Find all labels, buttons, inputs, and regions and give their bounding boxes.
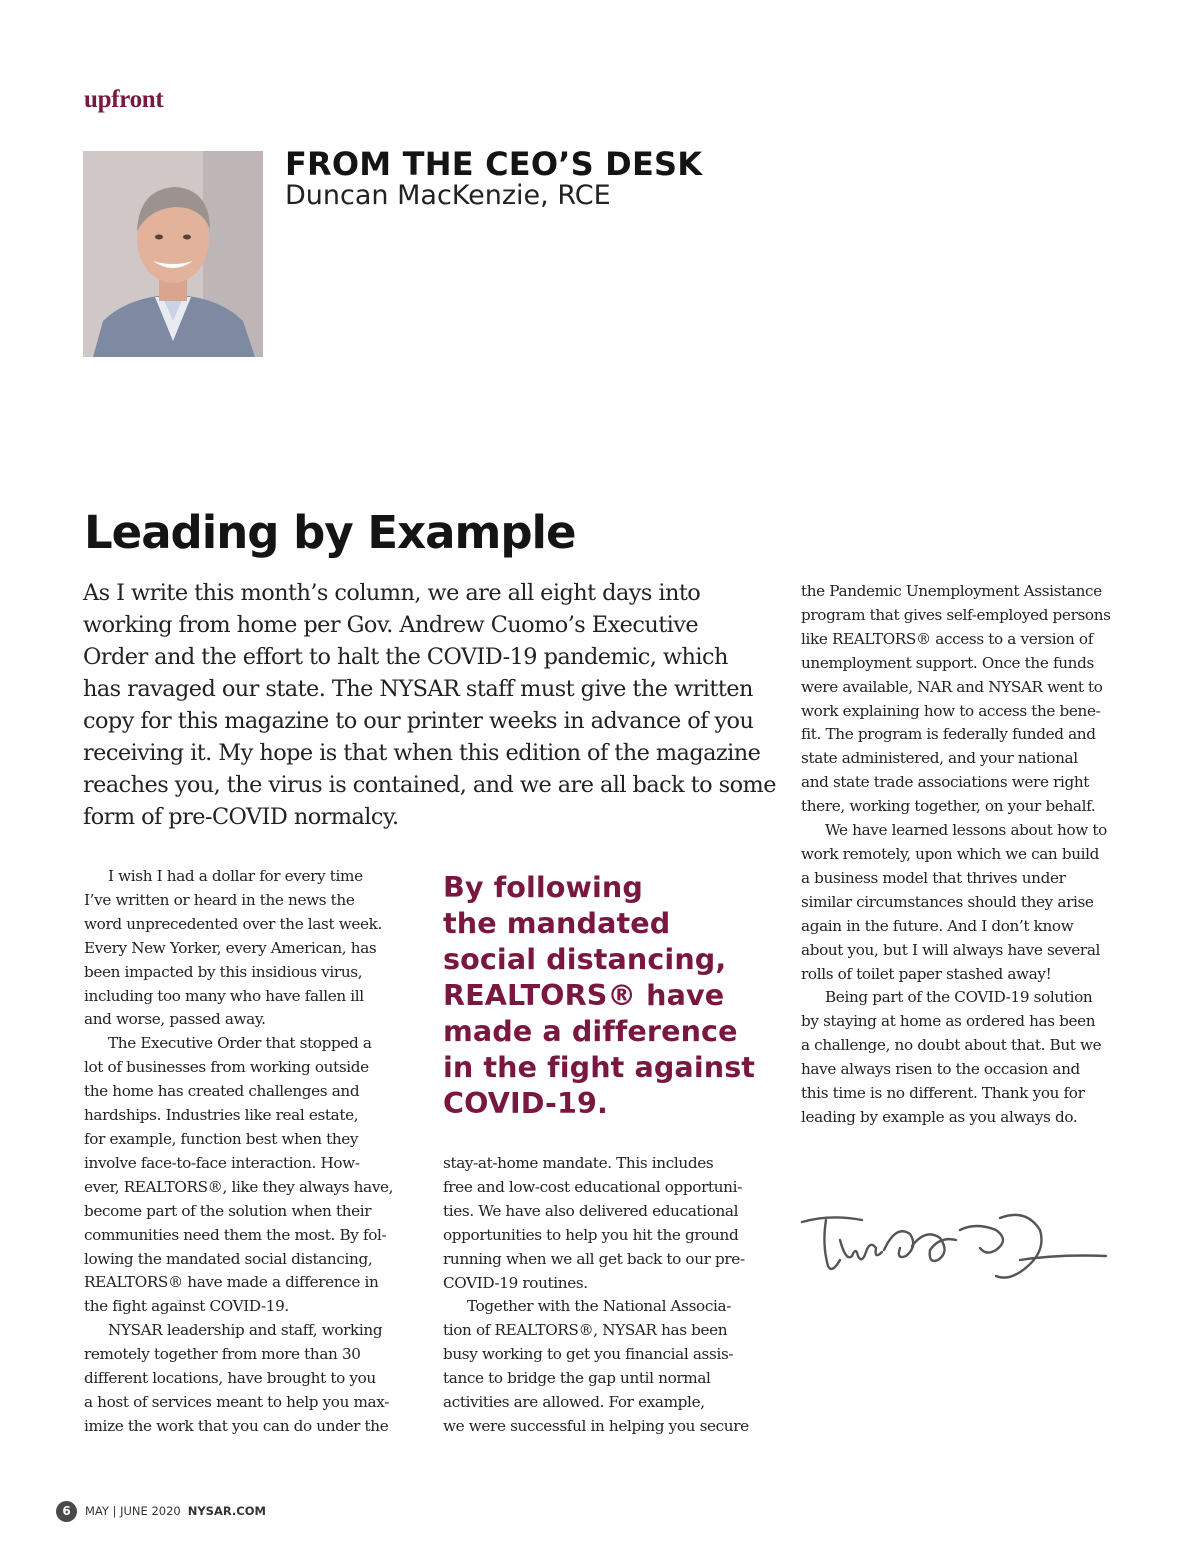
- article-lead: [83, 577, 776, 833]
- body-line: tion of REALTORS®, NYSAR has been: [443, 1321, 728, 1340]
- body-line: become part of the solution when their: [84, 1201, 372, 1220]
- body-line: the Pandemic Unemployment Assistance: [801, 582, 1102, 600]
- body-line: and state trade associations were right: [801, 773, 1090, 792]
- body-line: stay-at-home mandate. This includes: [443, 1154, 714, 1172]
- body-line: imize the work that you can do under the: [84, 1416, 389, 1435]
- body-line: work remotely, upon which we can build: [801, 844, 1100, 863]
- body-line: were available, NAR and NYSAR went to: [801, 677, 1103, 696]
- body-column-1: [84, 865, 414, 1439]
- body-line: fit. The program is federally funded and: [801, 725, 1096, 744]
- body-line: have always risen to the occasion and: [801, 1060, 1080, 1079]
- body-line: by staying at home as ordered has been: [801, 1012, 1096, 1031]
- body-line: about you, but I will always have several: [801, 940, 1101, 959]
- lead-line: form of pre-COVID normalcy.: [83, 804, 399, 830]
- page-number: 6: [56, 1501, 77, 1522]
- body-line: and worse, passed away.: [84, 1010, 266, 1029]
- body-line: I’ve written or heard in the news the: [84, 890, 355, 909]
- body-line: remotely together from more than 30: [84, 1345, 361, 1364]
- pull-quote-line: social distancing,: [443, 942, 727, 976]
- body-line: including too many who have fallen ill: [84, 986, 364, 1005]
- body-line: rolls of toilet paper stashed away!: [801, 964, 1052, 983]
- body-line: activities are allowed. For example,: [443, 1393, 705, 1412]
- body-line: the home has created challenges and: [84, 1082, 360, 1101]
- lead-line: receiving it. My hope is that when this edition of the magazine: [83, 740, 761, 766]
- body-line: involve face-to-face interaction. How-: [84, 1153, 360, 1172]
- body-line: for example, function best when they: [84, 1129, 359, 1148]
- site-link[interactable]: NYSAR.COM: [187, 1504, 266, 1518]
- column-author: Duncan MacKenzie, RCE: [285, 180, 611, 211]
- body-column-2: [443, 1152, 773, 1439]
- body-column-3: [801, 580, 1141, 1130]
- section-tag: upfront: [84, 86, 164, 113]
- body-line: opportunities to help you hit the ground: [443, 1225, 739, 1244]
- body-line: hardships. Industries like real estate,: [84, 1106, 359, 1125]
- body-line: work explaining how to access the bene-: [801, 701, 1101, 720]
- body-line: NYSAR leadership and staff, working: [108, 1321, 383, 1340]
- body-line: We have learned lessons about how to: [825, 821, 1107, 840]
- body-line: The Executive Order that stopped a: [108, 1034, 372, 1053]
- body-line: state administered, and your national: [801, 749, 1078, 768]
- body-line: leading by example as you always do.: [801, 1107, 1078, 1126]
- author-portrait: [83, 151, 263, 357]
- body-line: ever, REALTORS®, like they always have,: [84, 1177, 394, 1196]
- body-line: the fight against COVID-19.: [84, 1297, 289, 1316]
- body-line: tance to bridge the gap until normal: [443, 1369, 711, 1388]
- body-line: ties. We have also delivered educational: [443, 1201, 739, 1220]
- pull-quote-line: in the fight against: [443, 1050, 756, 1084]
- body-line: unemployment support. Once the funds: [801, 653, 1094, 672]
- lead-line: reaches you, the virus is contained, and we are all back to some: [83, 772, 776, 798]
- article-headline: Leading by Example: [84, 506, 576, 559]
- column-title: FROM THE CEO’S DESK: [285, 145, 703, 183]
- body-line: COVID-19 routines.: [443, 1273, 588, 1292]
- page-footer: [56, 1500, 266, 1522]
- body-line: lot of businesses from working outside: [84, 1058, 369, 1077]
- lead-line: As I write this month’s column, we are all eight days into: [83, 580, 701, 606]
- body-line: similar circumstances should they arise: [801, 892, 1094, 911]
- pull-quote-line: By following: [443, 870, 643, 904]
- issue-date: MAY | JUNE 2020: [85, 1504, 181, 1518]
- body-line: running when we all get back to our pre-: [443, 1249, 745, 1268]
- body-line: Every New Yorker, every American, has: [84, 938, 377, 957]
- lead-line: has ravaged our state. The NYSAR staff must give the written: [83, 676, 753, 702]
- body-line: communities need them the most. By fol-: [84, 1225, 387, 1244]
- body-line: this time is no different. Thank you for: [801, 1084, 1085, 1103]
- body-line: program that gives self-employed persons: [801, 605, 1111, 624]
- body-line: like REALTORS® access to a version of: [801, 629, 1093, 648]
- body-line: we were successful in helping you secure: [443, 1416, 749, 1435]
- body-line: a business model that thrives under: [801, 868, 1066, 887]
- signature: [800, 1200, 1120, 1300]
- body-line: busy working to get you financial assis-: [443, 1345, 734, 1364]
- body-line: again in the future. And I don’t know: [801, 916, 1074, 935]
- body-line: REALTORS® have made a difference in: [84, 1273, 379, 1292]
- body-line: Being part of the COVID-19 solution: [825, 988, 1093, 1007]
- body-line: been impacted by this insidious virus,: [84, 962, 363, 981]
- body-line: word unprecedented over the last week.: [84, 914, 382, 933]
- portrait-illustration: [83, 151, 263, 357]
- body-line: I wish I had a dollar for every time: [108, 867, 363, 885]
- pull-quote: [443, 869, 773, 1121]
- pull-quote-line: REALTORS® have: [443, 978, 725, 1012]
- body-line: lowing the mandated social distancing,: [84, 1249, 373, 1268]
- lead-line: working from home per Gov. Andrew Cuomo’s Executive: [83, 612, 699, 638]
- body-line: there, working together, on your behalf.: [801, 797, 1096, 816]
- lead-line: copy for this magazine to our printer weeks in advance of you: [83, 708, 754, 734]
- body-line: different locations, have brought to you: [84, 1369, 376, 1388]
- body-line: Together with the National Associa-: [467, 1297, 732, 1316]
- body-line: a host of services meant to help you max-: [84, 1392, 389, 1411]
- pull-quote-line: the mandated: [443, 906, 671, 940]
- pull-quote-line: COVID-19.: [443, 1086, 608, 1120]
- handwritten-signature: [800, 1200, 1120, 1300]
- lead-line: Order and the effort to halt the COVID-19 pandemic, which: [83, 644, 728, 670]
- body-line: free and low-cost educational opportuni-: [443, 1177, 742, 1196]
- body-line: a challenge, no doubt about that. But we: [801, 1036, 1102, 1055]
- pull-quote-line: made a difference: [443, 1014, 738, 1048]
